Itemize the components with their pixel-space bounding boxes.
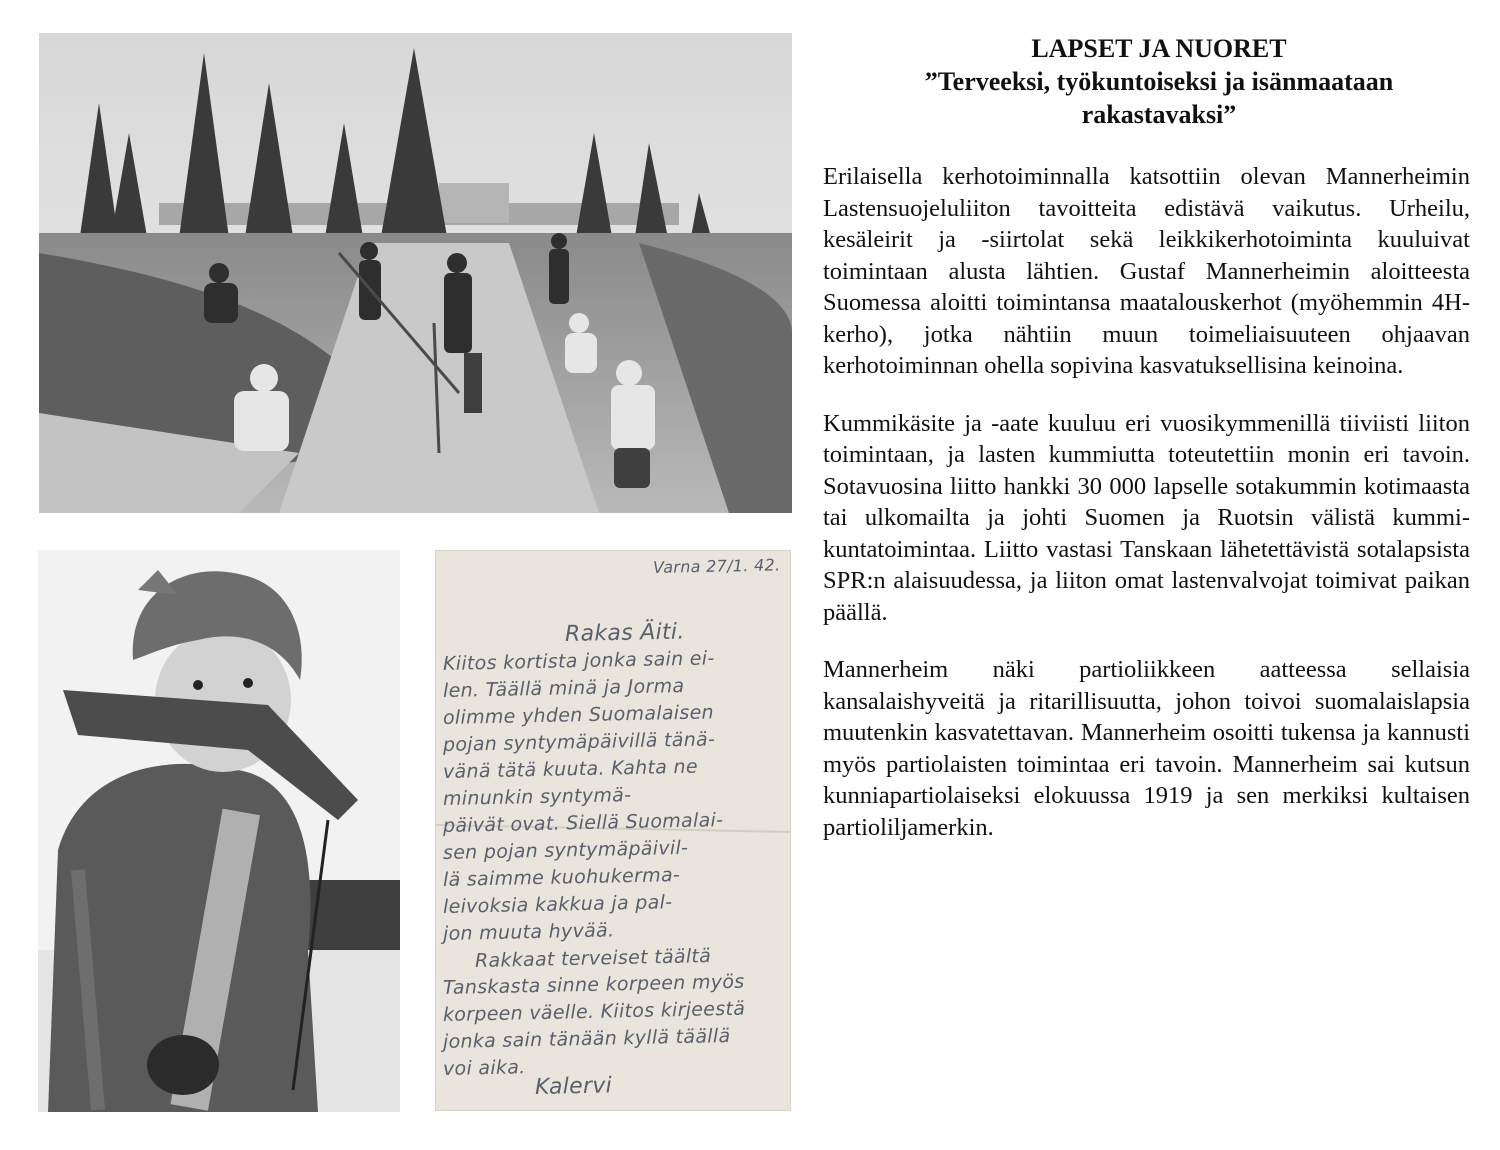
letter-line: leivoksia kakkua ja pal- xyxy=(442,891,673,918)
photo-children-garden xyxy=(39,33,792,513)
letter-line: jonka sain tänään kyllä täällä xyxy=(442,1024,731,1053)
article-column xyxy=(823,32,1470,843)
paragraph-club-activities: Erilaisella kerhotoiminnalla katsottiin olevan Mannerheimin Lastensuojeluliiton tavoitteita edistävä vaikutus. Urheilu, kesäleirit ja -siirtolat sekä leikkikerhotoiminta kuuluivat toimintaan alusta lähtien. Gustaf Mannerheimin aloitteesta Suomessa aloitti toimintansa maatalouskerhot (myöhemmin 4H-kerho), jotka nähtiin muun toimeliaisuuteen ohjaavan kerhotoiminnan ohella sopivina kasvatuksellisina keinoina. xyxy=(823,163,1470,379)
letter-line: Rakas Äiti. xyxy=(564,619,685,647)
letter-line: sen pojan syntymäpäivil- xyxy=(442,836,689,864)
letter-line: vänä tätä kuuta. Kahta ne xyxy=(442,755,699,783)
letter-line: pojan syntymäpäivillä tänä- xyxy=(442,728,716,756)
letter-line: lä saimme kuohukerma- xyxy=(442,864,681,891)
letter-line: olimme yhden Suomalaisen xyxy=(442,701,715,729)
paragraph-scouting: Mannerheim näki partioliikkeen aatteessa sellaisia kansalaishyveitä ja ritarillisuutta, johon toivoi suomalaislapsia muutenkin kasvatettavan. Mannerheim osoitti tukensa ja kannusti myös partiolaisten toimintaa eri tavoin. Mannerheim sai kutsun kunniapartiolaiseksi elokuussa 1919 ja sen merkiksi kultaisen partioliljamerkin. xyxy=(823,656,1470,841)
letter-line: päivät ovat. Siellä Suomalai- xyxy=(442,809,724,837)
article-title: LAPSET JA NUORET xyxy=(1031,34,1287,63)
photo-boy-with-sledge xyxy=(38,550,400,1112)
article-subtitle-line-1: ”Terveeksi, työkuntoiseksi ja isänmaataan xyxy=(924,67,1394,96)
letter-signature: Kalervi xyxy=(534,1073,613,1100)
article-heading xyxy=(823,32,1470,131)
letter-line: Tanskasta sinne korpeen myös xyxy=(442,970,745,999)
letter-line: voi aika. xyxy=(442,1056,526,1080)
letter-line: jon muuta hyvää. xyxy=(442,919,615,945)
letter-line: len. Täällä minä ja Jorma xyxy=(442,674,685,702)
article-subtitle-line-2: rakastavaksi” xyxy=(1081,100,1237,129)
paragraph-godparenthood: Kummikäsite ja -aate kuuluu eri vuosikymmenillä tiiviisti liiton toimintaan, ja lasten kummiutta toteutettiin monin eri tavoin. Sotavuosina liitto hankki 30 000 lapselle sotakummin kotimaasta tai ulkomailta ja johti Suomen ja Ruotsin välistä kummi-kuntatoimintaa. Liitto vastasi Tanskaan lähetettävistä sotalapsista SPR:n alaisuudessa, ja liiton omat lastenvalvojat toimivat paikan päällä. xyxy=(823,409,1470,626)
handwritten-letter xyxy=(435,550,791,1111)
letter-line: korpeen väelle. Kiitos kirjeestä xyxy=(442,997,746,1026)
letter-line: minunkin syntymä- xyxy=(442,784,632,810)
letter-line: Kiitos kortista jonka sain ei- xyxy=(442,647,715,675)
letter-date: Varna 27/1. 42. xyxy=(652,555,781,577)
letter-line: Rakkaat terveiset täältä xyxy=(474,945,712,972)
